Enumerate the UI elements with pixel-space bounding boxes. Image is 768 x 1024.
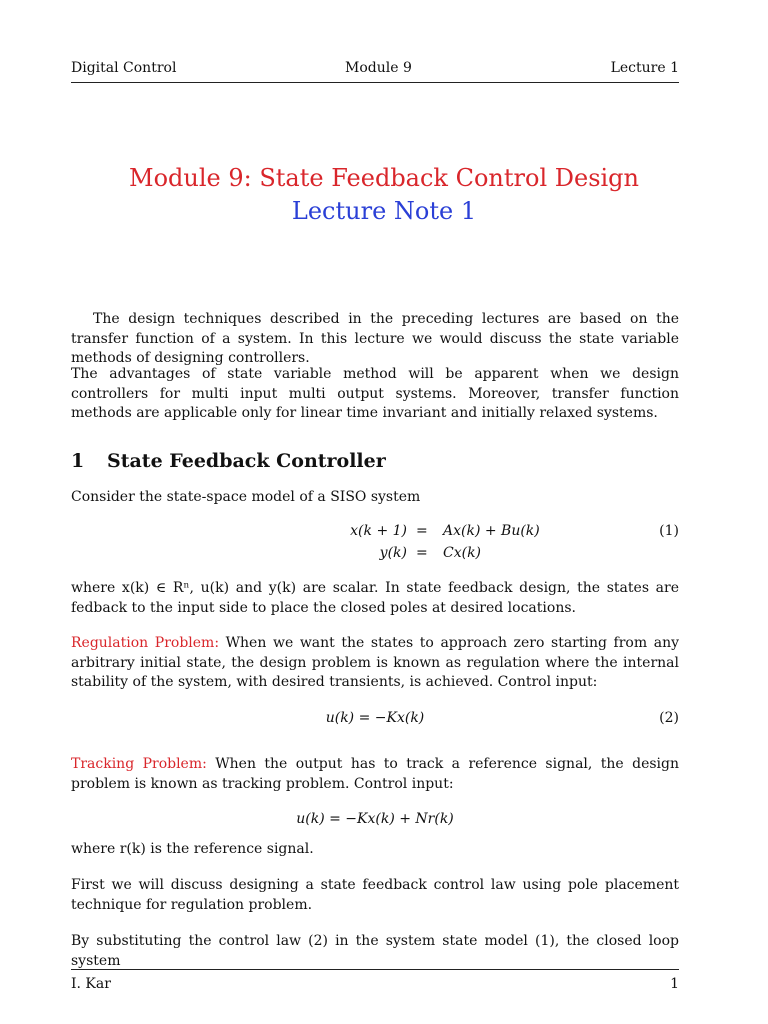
eq1-line2-rel: = xyxy=(416,545,428,561)
paragraph-advantages: The advantages of state variable method will be apparent when we design controllers for multi input multi output systems. Moreover, transfer function methods are applicable only for linear time invariant and initially relaxed systems. xyxy=(71,366,679,421)
footer-author: I. Kar xyxy=(71,976,111,992)
eq2-number: (2) xyxy=(659,710,679,726)
header-course: Digital Control xyxy=(71,60,177,76)
eq1-line1-rhs: Ax(k) + Bu(k) xyxy=(443,523,540,539)
document-title: Module 9: State Feedback Control Design xyxy=(129,164,639,192)
paragraph-intro: The design techniques described in the preceding lectures are based on the transfer function of a system. In this lecture we would discuss the state variable methods of designing controllers. xyxy=(71,311,679,366)
eq1-line1-lhs: x(k + 1) xyxy=(350,523,407,539)
header-rule xyxy=(71,82,679,83)
eq2-expression: u(k) = −Kx(k) xyxy=(325,710,425,726)
equation-3 xyxy=(71,811,679,833)
regulation-label: Regulation Problem: xyxy=(71,635,220,651)
paragraph-consider: Consider the state-space model of a SISO system xyxy=(71,489,421,505)
footer-rule xyxy=(71,969,679,970)
section-heading xyxy=(71,450,386,472)
running-footer xyxy=(71,976,679,996)
eq1-number: (1) xyxy=(659,523,679,539)
section-title: State Feedback Controller xyxy=(107,450,386,472)
paragraph-regulation xyxy=(71,634,679,693)
paragraph-tracking xyxy=(71,755,679,794)
running-header xyxy=(71,60,679,80)
tracking-label: Tracking Problem: xyxy=(71,756,207,772)
eq1-line2-lhs: y(k) xyxy=(379,545,407,561)
paragraph-reference: where r(k) is the reference signal. xyxy=(71,841,314,857)
eq1-line2-rhs: Cx(k) xyxy=(443,545,482,561)
equation-1 xyxy=(71,523,679,567)
paragraph-where-state: where x(k) ∈ Rⁿ, u(k) and y(k) are scalar. In state feedback design, the states are fedback to the input side to place the closed poles at desired locations. xyxy=(71,580,679,616)
equation-2 xyxy=(71,710,679,732)
section-number: 1 xyxy=(71,450,85,472)
header-module: Module 9 xyxy=(345,60,412,76)
footer-page-number: 1 xyxy=(670,976,679,992)
paragraph-substituting: By substituting the control law (2) in the system state model (1), the closed loop system xyxy=(71,933,679,969)
header-lecture: Lecture 1 xyxy=(610,60,679,76)
eq3-expression: u(k) = −Kx(k) + Nr(k) xyxy=(296,811,454,827)
document-subtitle: Lecture Note 1 xyxy=(291,197,477,225)
paragraph-first: First we will discuss designing a state feedback control law using pole placement technique for regulation problem. xyxy=(71,877,679,913)
regulation-text: When we want the states to approach zero starting from any arbitrary initial state, the design problem is known as regulation where the internal stability of the system, with desired transients, is achieved. Control input: xyxy=(71,635,680,690)
eq1-line1-rel: = xyxy=(416,523,428,539)
tracking-text: When the output has to track a reference signal, the design problem is known as tracking problem. Control input: xyxy=(71,756,679,792)
